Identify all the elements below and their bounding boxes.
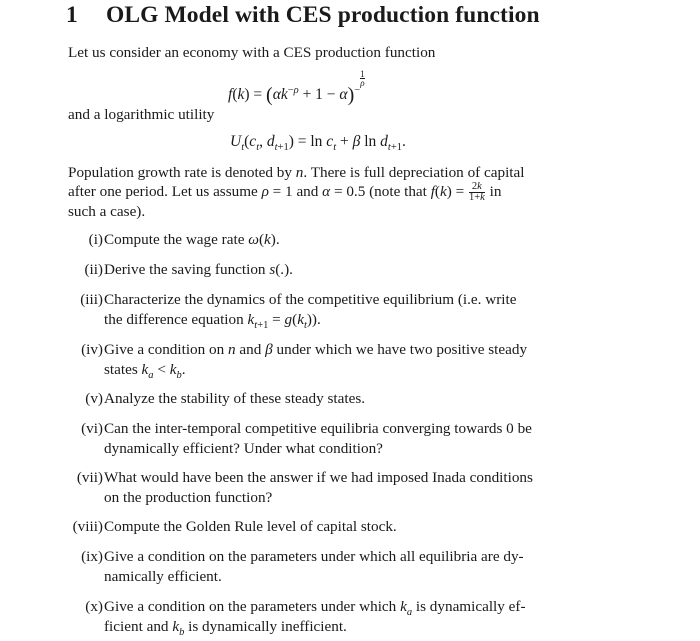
item-text: Compute the Golden Rule level of capital stock. [104, 518, 397, 535]
section-heading [66, 2, 540, 29]
item-label: (i) [88, 231, 103, 248]
item-label: (v) [85, 390, 103, 407]
item-label: (viii) [72, 518, 103, 535]
item-text: Give a condition on the parameters under which $k_a$ is dynamically ef- ficient and $k_b$ is dynamically inefficient. [104, 598, 526, 638]
paragraph-text: (note that [369, 183, 427, 200]
item-text: What would have been the answer if we had imposed Inada conditions on the production function? [104, 469, 533, 506]
item-label: (ii) [84, 261, 103, 278]
paragraph-line-3: such a case). [68, 203, 146, 220]
item-label: (vii) [76, 469, 103, 486]
intro-line-1: Let us consider an economy with a CES production function [68, 44, 436, 61]
item-text: Derive the saving function s(.). [104, 261, 293, 278]
utility-equation: $U_t(c_t$, $d_{t+1}) = \ln c_t + \beta$ $\ln d_{t+1}$. [230, 133, 406, 154]
item-label: (iii) [80, 291, 103, 308]
item-text: Give a condition on n and β under which we have two positive steady states $k_a < k_b$. [104, 341, 528, 381]
paragraph-text: . There is full depreciation of capital [303, 164, 525, 181]
paragraph-text: in [489, 183, 502, 200]
paragraph-text: Population growth rate is denoted by [68, 164, 292, 181]
item-label: (iv) [81, 341, 103, 358]
item-label: (x) [85, 598, 103, 615]
item-text: Characterize the dynamics of the competitive equilibrium (i.e. write the difference equation $k_{t+1} = g(k_t)$). [104, 291, 517, 331]
item-label: (ix) [81, 548, 103, 565]
item-text: Can the inter-temporal competitive equilibria converging towards 0 be dynamically efficient? Under what condition? [104, 420, 532, 457]
item-text: Compute the wage rate ω(k). [104, 231, 280, 248]
paragraph-text: after one period. Let us assume [68, 183, 258, 200]
section-title: OLG Model with CES production function [106, 2, 540, 28]
section-number: 1 [66, 2, 78, 28]
paragraph-line-2: after one period. Let us assume ρ = 1 and α = 0.5 (note that f(k) = $\frac{2k}{1+k}$ in [68, 181, 502, 204]
paragraph-text: and [296, 183, 319, 200]
intro-line-2: and a logarithmic utility [68, 106, 215, 123]
production-equation: $f(k) = (\alpha k^{-\rho} + 1 - \alpha)^{- \frac{1}{\rho}}$ [228, 69, 365, 107]
paragraph-line-1: Population growth rate is denoted by n. There is full depreciation of capital [68, 164, 525, 181]
item-label: (vi) [81, 420, 103, 437]
item-text: Analyze the stability of these steady states. [104, 390, 366, 407]
item-text: Give a condition on the parameters under which all equilibria are dy- namically efficient. [104, 548, 524, 585]
